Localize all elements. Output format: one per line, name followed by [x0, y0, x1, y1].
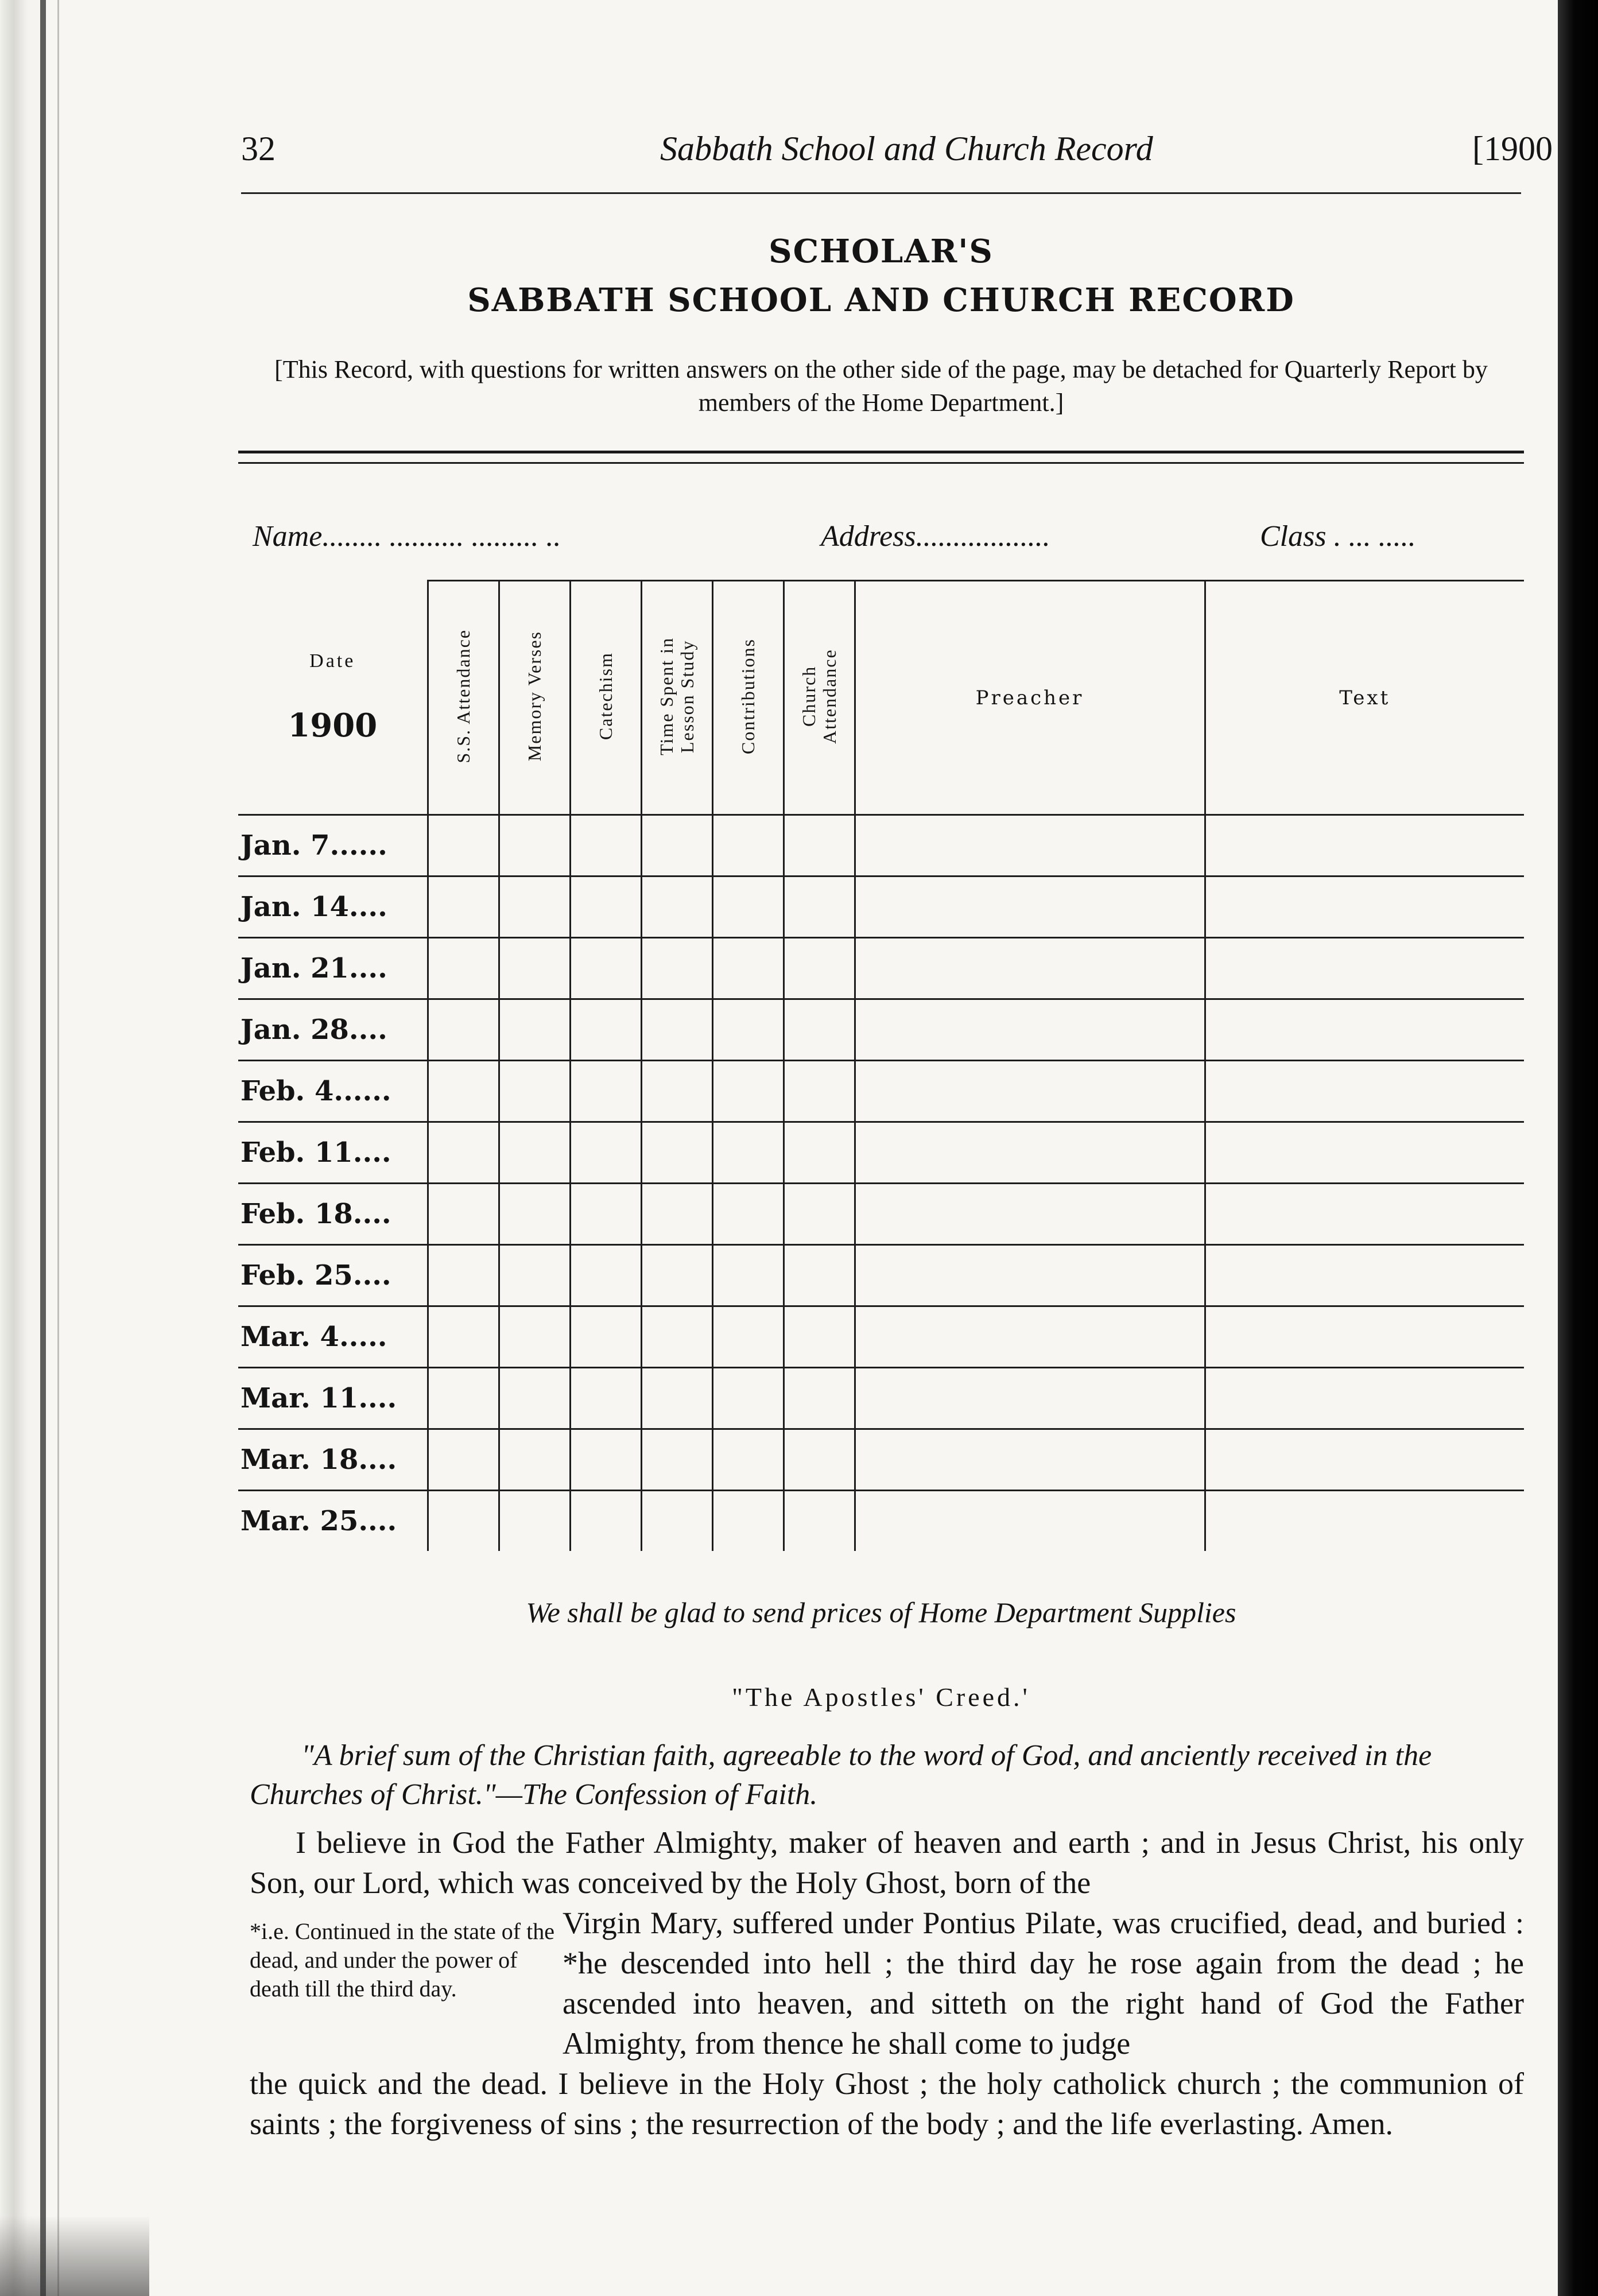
entry-cell[interactable]	[428, 1429, 499, 1491]
entry-cell[interactable]	[428, 1368, 499, 1429]
entry-cell[interactable]	[641, 1368, 712, 1429]
binding-rule	[40, 0, 46, 2296]
entry-cell[interactable]	[570, 938, 641, 999]
entry-cell[interactable]	[855, 1491, 1205, 1552]
entry-cell[interactable]	[499, 815, 570, 876]
date-header	[238, 581, 428, 815]
table-row	[238, 938, 1524, 999]
entry-cell[interactable]	[499, 1368, 570, 1429]
entry-cell[interactable]	[784, 1061, 855, 1122]
creed-title: "The Apostles' Creed.'	[732, 1682, 1030, 1712]
name-field: Name........ .......... ......... ..	[253, 520, 561, 553]
entry-cell[interactable]	[712, 876, 784, 938]
date-cell: Jan. 14....	[238, 876, 428, 938]
entry-cell[interactable]	[570, 999, 641, 1061]
entry-cell[interactable]	[784, 1306, 855, 1368]
table-row	[238, 815, 1524, 876]
entry-cell[interactable]	[712, 999, 784, 1061]
entry-cell[interactable]	[784, 938, 855, 999]
date-cell: Feb. 11....	[238, 1122, 428, 1184]
column-header	[855, 581, 1205, 815]
entry-cell[interactable]	[855, 938, 1205, 999]
table-row	[238, 1429, 1524, 1491]
entry-cell[interactable]	[784, 1122, 855, 1184]
entry-cell[interactable]	[499, 1306, 570, 1368]
supplies-note: We shall be glad to send prices of Home Department Supplies	[526, 1596, 1236, 1628]
entry-cell[interactable]	[712, 1061, 784, 1122]
table-row	[238, 1368, 1524, 1429]
entry-cell[interactable]	[855, 1429, 1205, 1491]
entry-cell[interactable]	[1205, 1184, 1524, 1245]
entry-cell[interactable]	[784, 1429, 855, 1491]
entry-cell[interactable]	[499, 1184, 570, 1245]
date-label: Date	[309, 650, 356, 672]
entry-cell[interactable]	[570, 815, 641, 876]
column-header-label: Time Spent in Lesson Study	[656, 637, 697, 756]
entry-cell[interactable]	[428, 999, 499, 1061]
date-cell: Mar. 18....	[238, 1429, 428, 1491]
heading-line-2: SABBATH SCHOOL AND CHURCH RECORD	[467, 281, 1295, 319]
entry-cell[interactable]	[1205, 1368, 1524, 1429]
entry-cell[interactable]	[784, 815, 855, 876]
creed-body-bottom: the quick and the dead. I believe in the Holy Ghost ; the holy catholick church ; the communion of saints ; the forgiveness of sins ; the resurrection of the body ; and the life everlasting. Amen.	[250, 2066, 1524, 2141]
column-header-label: Contributions	[738, 638, 758, 754]
entry-cell[interactable]	[570, 1245, 641, 1306]
entry-cell[interactable]	[712, 1429, 784, 1491]
entry-cell[interactable]	[1205, 1491, 1524, 1552]
column-header	[712, 581, 784, 815]
entry-cell[interactable]	[1205, 1061, 1524, 1122]
entry-cell[interactable]	[428, 1184, 499, 1245]
entry-cell[interactable]	[1205, 815, 1524, 876]
entry-cell[interactable]	[855, 999, 1205, 1061]
table-row	[238, 1184, 1524, 1245]
entry-cell[interactable]	[641, 1491, 712, 1552]
entry-cell[interactable]	[784, 999, 855, 1061]
entry-cell[interactable]	[641, 815, 712, 876]
entry-cell[interactable]	[428, 1122, 499, 1184]
column-header	[1205, 581, 1524, 815]
entry-cell[interactable]	[499, 938, 570, 999]
entry-cell[interactable]	[855, 1184, 1205, 1245]
entry-cell[interactable]	[712, 1122, 784, 1184]
entry-cell[interactable]	[1205, 1245, 1524, 1306]
entry-cell[interactable]	[855, 1122, 1205, 1184]
date-cell: Jan. 21....	[238, 938, 428, 999]
entry-cell[interactable]	[499, 1245, 570, 1306]
table-row	[238, 1245, 1524, 1306]
entry-cell[interactable]	[570, 1429, 641, 1491]
entry-cell[interactable]	[570, 1306, 641, 1368]
entry-cell[interactable]	[641, 1184, 712, 1245]
page-edge-shadow	[1558, 0, 1598, 2296]
date-cell: Feb. 18....	[238, 1184, 428, 1245]
entry-cell[interactable]	[641, 1429, 712, 1491]
heading-line-1: SCHOLAR'S	[769, 232, 994, 270]
entry-cell[interactable]	[1205, 1122, 1524, 1184]
creed-quote: "A brief sum of the Christian faith, agreeable to the word of God, and anciently received in the Churches of Christ."—The Confession of Faith.	[250, 1739, 1432, 1811]
year-label: 1900	[288, 706, 378, 744]
entry-cell[interactable]	[428, 1061, 499, 1122]
entry-cell[interactable]	[499, 1122, 570, 1184]
column-header	[428, 581, 499, 815]
entry-cell[interactable]	[641, 1245, 712, 1306]
entry-cell[interactable]	[570, 1184, 641, 1245]
table-row	[238, 1306, 1524, 1368]
entry-cell[interactable]	[1205, 876, 1524, 938]
entry-cell[interactable]	[499, 1429, 570, 1491]
entry-cell[interactable]	[428, 938, 499, 999]
column-header-label: Church Attendance	[798, 649, 840, 744]
running-title: Sabbath School and Church Record	[660, 130, 1153, 168]
column-header-label: Catechism	[595, 652, 616, 740]
heading-note: [This Record, with questions for written answers on the other side of the page, may be detached for Quarterly Report by members of the Home Department.]	[274, 355, 1488, 417]
entry-cell[interactable]	[1205, 1429, 1524, 1491]
record-table	[238, 580, 1524, 1551]
entry-cell[interactable]	[570, 876, 641, 938]
column-header-label: Preacher	[975, 686, 1084, 709]
entry-cell[interactable]	[784, 1184, 855, 1245]
entry-cell[interactable]	[428, 1491, 499, 1552]
entry-cell[interactable]	[712, 1491, 784, 1552]
entry-cell[interactable]	[855, 876, 1205, 938]
double-rule-top	[238, 451, 1524, 453]
entry-cell[interactable]	[1205, 938, 1524, 999]
entry-cell[interactable]	[499, 999, 570, 1061]
date-cell: Mar. 11....	[238, 1368, 428, 1429]
table-row	[238, 876, 1524, 938]
entry-cell[interactable]	[641, 876, 712, 938]
entry-cell[interactable]	[712, 1184, 784, 1245]
entry-cell[interactable]	[428, 815, 499, 876]
entry-cell[interactable]	[641, 938, 712, 999]
column-header	[784, 581, 855, 815]
table-row	[238, 1491, 1524, 1552]
header-rule	[241, 192, 1521, 194]
table-row	[238, 1122, 1524, 1184]
entry-cell[interactable]	[855, 815, 1205, 876]
binding-shadow	[0, 0, 46, 2296]
entry-cell[interactable]	[570, 1491, 641, 1552]
column-header-label: Text	[1339, 686, 1391, 709]
entry-cell[interactable]	[428, 1245, 499, 1306]
corner-shadow	[0, 2216, 149, 2296]
entry-cell[interactable]	[1205, 999, 1524, 1061]
address-field: Address..................	[821, 520, 1050, 553]
entry-cell[interactable]	[428, 876, 499, 938]
column-header	[499, 581, 570, 815]
entry-cell[interactable]	[641, 1306, 712, 1368]
date-cell: Mar. 25....	[238, 1491, 428, 1552]
entry-cell[interactable]	[784, 1368, 855, 1429]
footnote: *i.e. Continued in the state of the dead, and under the power of death till the third day.	[250, 1918, 554, 2002]
entry-cell[interactable]	[712, 815, 784, 876]
year-mark: [1900	[1472, 130, 1553, 168]
creed-body-side: Virgin Mary, suffered under Pontius Pilate, was crucified, dead, and buried : *he descended into hell ; the third day he rose again from the dead ; he ascended into heaven, and sitteth on the right hand of God the Father Almighty, from thence he shall come to judge	[563, 1906, 1524, 2061]
double-rule-bottom	[238, 462, 1524, 464]
entry-cell[interactable]	[641, 999, 712, 1061]
entry-cell[interactable]	[784, 876, 855, 938]
entry-cell[interactable]	[570, 1061, 641, 1122]
binding-rule-thin	[57, 0, 59, 2296]
entry-cell[interactable]	[855, 1245, 1205, 1306]
entry-cell[interactable]	[499, 1061, 570, 1122]
date-cell: Jan. 7......	[238, 815, 428, 876]
date-cell: Feb. 25....	[238, 1245, 428, 1306]
table-row	[238, 999, 1524, 1061]
entry-cell[interactable]	[712, 1245, 784, 1306]
entry-cell[interactable]	[499, 876, 570, 938]
column-header-label: Memory Verses	[524, 631, 545, 762]
entry-cell[interactable]	[712, 1368, 784, 1429]
entry-cell[interactable]	[855, 1306, 1205, 1368]
column-header-label: S.S. Attendance	[453, 629, 474, 763]
entry-cell[interactable]	[641, 1061, 712, 1122]
entry-cell[interactable]	[712, 938, 784, 999]
entry-cell[interactable]	[784, 1245, 855, 1306]
entry-cell[interactable]	[641, 1122, 712, 1184]
column-header	[570, 581, 641, 815]
table-header-row	[238, 581, 1524, 815]
class-field: Class . ... .....	[1260, 520, 1416, 553]
entry-cell[interactable]	[499, 1491, 570, 1552]
creed-body-top: I believe in God the Father Almighty, maker of heaven and earth ; and in Jesus Christ, his only Son, our Lord, which was conceived by the Holy Ghost, born of the	[250, 1825, 1524, 1900]
entry-cell[interactable]	[855, 1061, 1205, 1122]
entry-cell[interactable]	[784, 1491, 855, 1552]
entry-cell[interactable]	[570, 1122, 641, 1184]
column-header	[641, 581, 712, 815]
entry-cell[interactable]	[712, 1306, 784, 1368]
entry-cell[interactable]	[1205, 1306, 1524, 1368]
entry-cell[interactable]	[570, 1368, 641, 1429]
page-number: 32	[241, 130, 276, 168]
date-cell: Mar. 4.....	[238, 1306, 428, 1368]
date-cell: Jan. 28....	[238, 999, 428, 1061]
table-row	[238, 1061, 1524, 1122]
entry-cell[interactable]	[855, 1368, 1205, 1429]
date-cell: Feb. 4......	[238, 1061, 428, 1122]
entry-cell[interactable]	[428, 1306, 499, 1368]
